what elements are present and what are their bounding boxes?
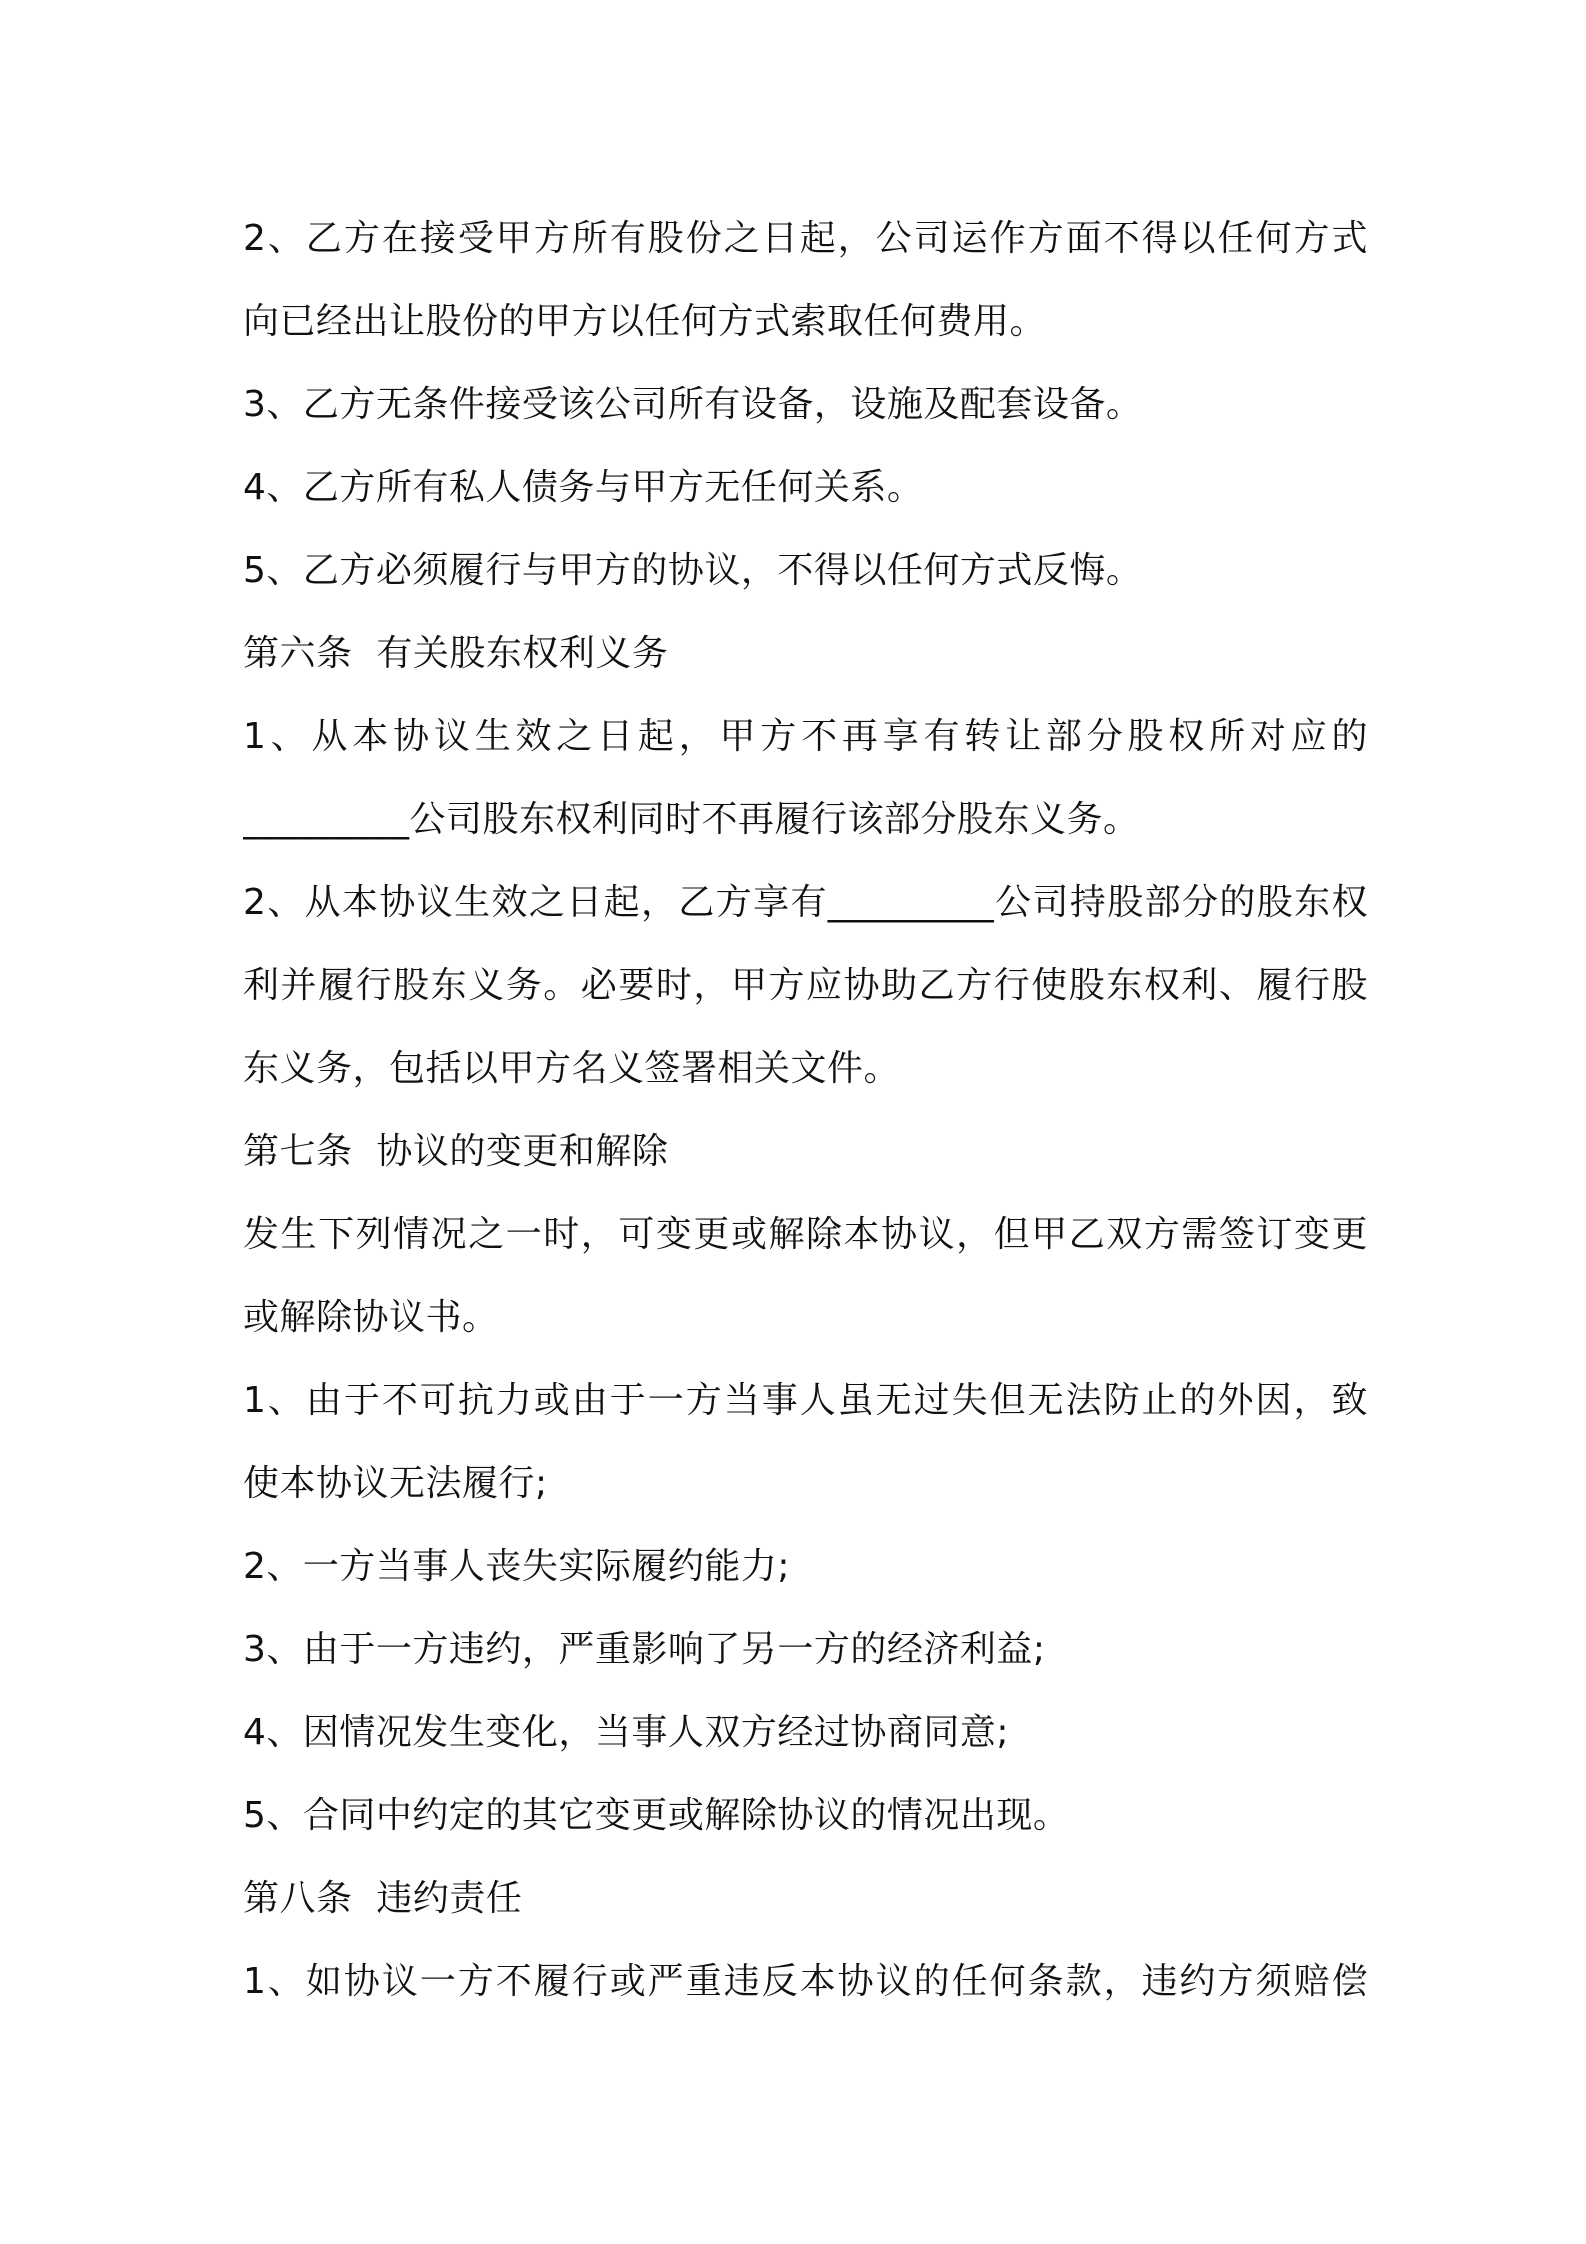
paragraph-line: 1、如协议一方不履行或严重违反本协议的任何条款，违约方须赔偿 — [243, 1961, 1368, 2002]
paragraph-line: 1、从本协议生效之日起，甲方不再享有转让部分股权所对应的 — [243, 716, 1368, 757]
list-item: 5、合同中约定的其它变更或解除协议的情况出现。 — [243, 1795, 1070, 1836]
section-heading: 第六条 有关股东权利义务 — [243, 633, 669, 674]
paragraph-line: 2、乙方在接受甲方所有股份之日起，公司运作方面不得以任何方式 — [243, 218, 1368, 259]
paragraph-line: 使本协议无法履行; — [243, 1463, 548, 1504]
paragraph-line: 利并履行股东义务。必要时，甲方应协助乙方行使股东权利、履行股 — [243, 965, 1368, 1006]
paragraph-line: 1、由于不可抗力或由于一方当事人虽无过失但无法防止的外因，致 — [243, 1380, 1368, 1421]
list-item: 5、乙方必须履行与甲方的协议，不得以任何方式反悔。 — [243, 550, 1143, 591]
section-heading: 第八条 违约责任 — [243, 1878, 523, 1919]
paragraph-line: 2、从本协议生效之日起，乙方享有_________公司持股部分的股东权 — [243, 882, 1368, 923]
paragraph-line: _________公司股东权利同时不再履行该部分股东义务。 — [243, 799, 1140, 840]
paragraph-line: 或解除协议书。 — [243, 1297, 499, 1338]
paragraph-line: 发生下列情况之一时，可变更或解除本协议，但甲乙双方需签订变更 — [243, 1214, 1368, 1255]
paragraph-line: 向已经出让股份的甲方以任何方式索取任何费用。 — [243, 301, 1047, 342]
section-heading: 第七条 协议的变更和解除 — [243, 1131, 669, 1172]
list-item: 3、由于一方违约，严重影响了另一方的经济利益; — [243, 1629, 1046, 1670]
list-item: 4、因情况发生变化，当事人双方经过协商同意; — [243, 1712, 1010, 1753]
document-body — [243, 197, 1368, 2023]
paragraph-line: 东义务，包括以甲方名义签署相关文件。 — [243, 1048, 901, 1089]
list-item: 3、乙方无条件接受该公司所有设备，设施及配套设备。 — [243, 384, 1143, 425]
list-item: 4、乙方所有私人债务与甲方无任何关系。 — [243, 467, 924, 508]
list-item: 2、一方当事人丧失实际履约能力; — [243, 1546, 791, 1587]
